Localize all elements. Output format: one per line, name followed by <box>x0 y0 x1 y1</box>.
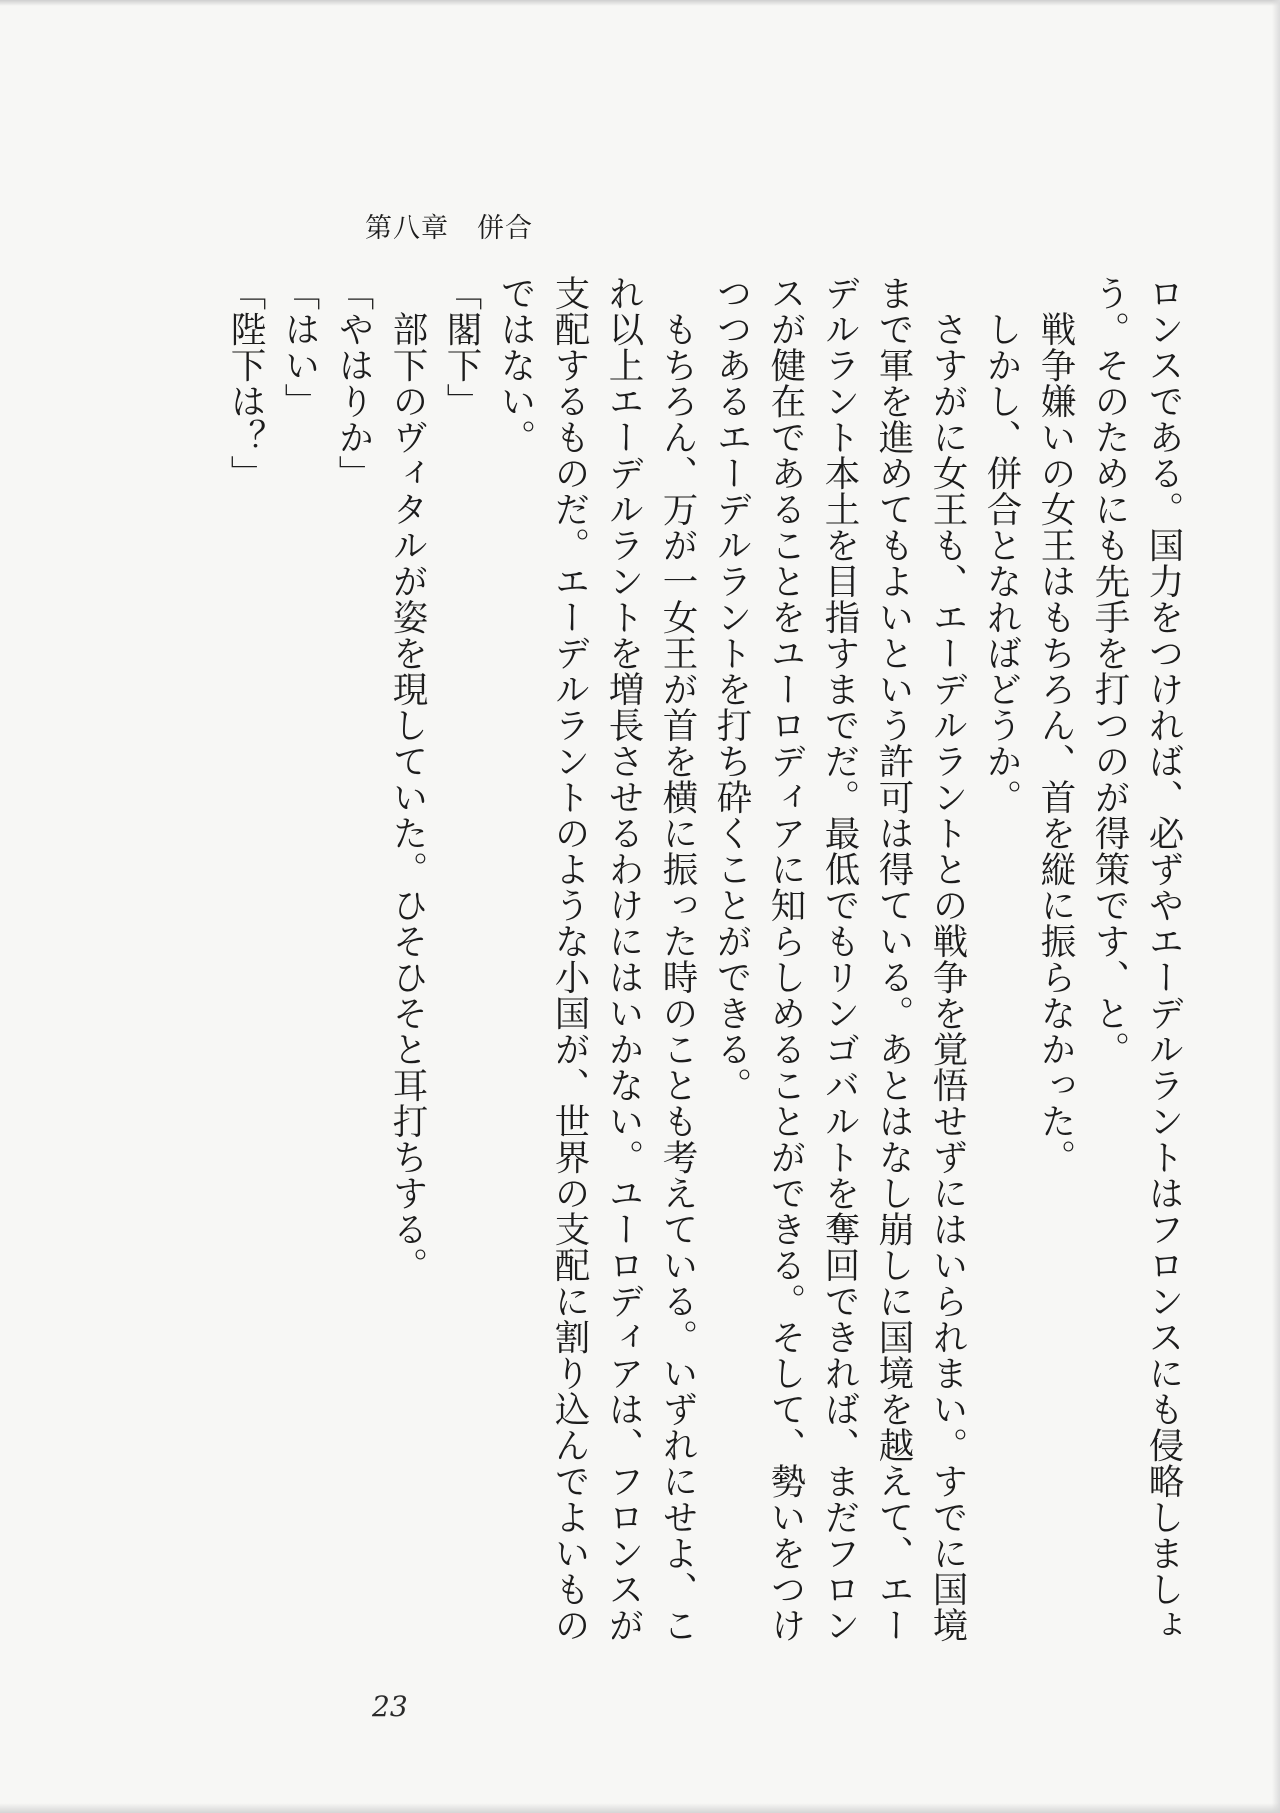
scan-edge-top <box>0 0 1280 6</box>
scan-edge-right <box>1272 0 1280 1813</box>
paragraph: 「閣下」 <box>441 275 482 419</box>
page-number: 23 <box>372 1690 408 1723</box>
paragraph: 「はい」 <box>279 275 320 419</box>
paragraph: 部下のヴィタルが姿を現していた。ひそひそと耳打ちする。 <box>387 275 428 1283</box>
paragraph: 戦争嫌いの女王はもちろん、首を縦に振らなかった。 <box>1035 275 1076 1175</box>
paragraph: ロンスである。国力をつければ、必ずやエーデルラントはフロンスにも侵略しましょう。そのためにも先手を打つのが得策です、と。 <box>1089 275 1184 1643</box>
paragraph: しかし、併合となればどうか。 <box>981 275 1022 815</box>
chapter-title: 第八章 併合 <box>365 213 533 244</box>
scan-edge-bottom <box>0 1803 1280 1813</box>
paragraph: 「やはりか」 <box>333 275 374 491</box>
paragraph: 「陛下は？」 <box>225 275 266 491</box>
paragraph: もちろん、万が一女王が首を横に振った時のことも考えている。いずれにせよ、これ以上エーデルラントを増長させるわけにはいかない。ユーロディアは、フロンスが支配するものだ。エーデルラントのような小国が、世界の支配に割り込んでよいものではない。 <box>495 275 698 1643</box>
paragraph: さすがに女王も、エーデルラントとの戦争を覚悟せずにはいられまい。すでに国境まで軍を進めてもよいという許可は得ている。あとはなし崩しに国境を越えて、エーデルラント本土を目指すまでだ。最低でもリンゴバルトを奪回できれば、まだフロンスが健在であることをユーロディアに知らしめることができる。そして、勢いをつけつつあるエーデルラントを打ち砕くことができる。 <box>711 275 968 1643</box>
vertical-body-text <box>225 275 1190 1655</box>
